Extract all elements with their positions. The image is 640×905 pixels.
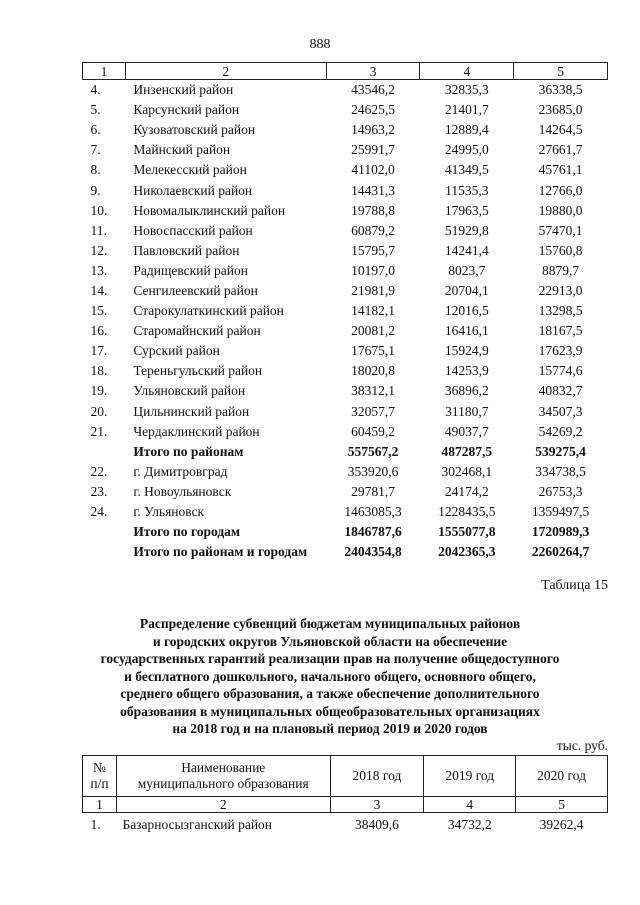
table-row — [83, 321, 608, 341]
column-index: 1 — [83, 63, 126, 80]
municipality-name: Итого по районам и городам — [133, 544, 308, 560]
row-number: 12. — [90, 242, 108, 258]
value-2019: 15924,9 — [444, 343, 489, 359]
value-2019: 16416,1 — [444, 323, 489, 339]
municipality-name: Мелекесский район — [133, 162, 247, 178]
municipality-name: Радищевский район — [133, 262, 248, 278]
row-number — [83, 442, 126, 462]
municipality-name: Цильнинский район — [133, 403, 250, 419]
total-row — [83, 542, 608, 562]
value-2020: 12766,0 — [538, 182, 583, 198]
table-title — [70, 615, 590, 738]
value-2018: 19788,8 — [351, 202, 396, 218]
value-2019: 11535,3 — [445, 182, 489, 198]
municipality-name: Старомайнский район — [133, 323, 261, 339]
value-2019: 12889,4 — [444, 122, 489, 138]
municipality-name: Ульяновский район — [133, 383, 246, 399]
row-number: 18. — [90, 363, 108, 379]
value-2018: 60879,2 — [351, 222, 396, 238]
value-2020: 36338,5 — [538, 82, 583, 98]
header-number — [83, 756, 117, 797]
table-row — [83, 361, 608, 381]
total-row — [83, 522, 608, 542]
value-2020: 13298,5 — [538, 303, 583, 319]
title-line: образования в муниципальных общеобразовательных организациях — [120, 703, 540, 719]
value-2020: 2260264,7 — [531, 544, 590, 560]
municipality-name: Итого по городам — [133, 524, 241, 540]
row-number — [83, 522, 126, 542]
value-2020: 22913,0 — [538, 282, 583, 298]
table-row — [83, 241, 608, 261]
table-header-row — [83, 756, 608, 797]
value-2020: 34507,3 — [538, 403, 583, 419]
value-2018: 14963,2 — [351, 122, 396, 138]
header-name — [116, 756, 330, 797]
value-2019: 36896,2 — [444, 383, 489, 399]
table-row — [83, 482, 608, 502]
municipality-name: Чердаклинский район — [133, 423, 260, 439]
value-2020: 23685,0 — [538, 102, 583, 118]
value-2018: 17675,1 — [351, 343, 396, 359]
column-index: 2 — [125, 63, 326, 80]
value-2019: 31180,7 — [445, 403, 489, 419]
header-name-line: Наименование — [181, 760, 266, 775]
value-2018: 38409,6 — [355, 817, 399, 832]
units-label: тыс. руб. — [556, 738, 608, 753]
row-number: 8. — [90, 162, 101, 178]
value-2020: 57470,1 — [538, 222, 583, 238]
header-number-line: п/п — [90, 776, 109, 791]
row-number — [83, 542, 126, 562]
subsidy-table-continuation — [82, 62, 608, 562]
municipality-name: Новомалыклинский район — [133, 202, 286, 218]
value-2019: 12016,5 — [444, 303, 489, 319]
value-2019: 41349,5 — [444, 162, 489, 178]
row-number: 21. — [90, 423, 108, 439]
value-2018: 557567,2 — [347, 443, 399, 459]
municipality-name: Новоспасский район — [133, 222, 253, 238]
total-row — [83, 442, 608, 462]
value-2020: 1359497,5 — [531, 504, 590, 520]
value-2020: 15774,6 — [538, 363, 583, 379]
table-row — [83, 201, 608, 221]
value-2020: 15760,8 — [538, 242, 583, 258]
value-2020: 40832,7 — [538, 383, 583, 399]
table-row — [83, 221, 608, 241]
value-2019: 51929,8 — [444, 222, 489, 238]
municipality-name: Николаевский район — [133, 182, 253, 198]
table-row — [83, 381, 608, 401]
value-2019: 14253,9 — [444, 363, 489, 379]
row-number: 1. — [90, 817, 101, 832]
value-2019: 2042365,3 — [438, 544, 496, 560]
row-number: 7. — [90, 142, 101, 158]
table-row — [83, 813, 608, 838]
row-number: 11. — [90, 222, 107, 238]
title-line: Распределение субвенций бюджетам муниципальных районов — [139, 616, 521, 631]
header-2018: 2018 год — [330, 756, 424, 797]
value-2019: 24995,0 — [444, 142, 489, 158]
value-2018: 20081,2 — [351, 323, 396, 339]
value-2020: 39262,4 — [539, 817, 584, 832]
table-label: Таблица 15 — [541, 578, 608, 593]
value-2018: 43546,2 — [351, 82, 396, 98]
value-2018: 41102,0 — [351, 162, 395, 178]
value-2019: 49037,7 — [444, 423, 489, 439]
title-line: среднего общего образования, а также обеспечение дополнительного — [120, 686, 540, 701]
table-row — [83, 341, 608, 361]
title-line: государственных гарантий реализации прав на получение общедоступного — [100, 651, 560, 666]
value-2018: 60459,2 — [351, 423, 396, 439]
row-number: 5. — [90, 102, 101, 118]
row-number: 24. — [90, 504, 108, 520]
column-index: 5 — [514, 63, 608, 80]
municipality-name: Майнский район — [133, 142, 231, 158]
row-number: 22. — [90, 463, 108, 479]
value-2018: 14182,1 — [351, 303, 396, 319]
page-number: 888 — [309, 37, 331, 52]
value-2020: 27661,7 — [538, 142, 583, 158]
municipality-name: Старокулаткинский район — [133, 303, 284, 319]
value-2018: 14431,3 — [351, 182, 396, 198]
column-index: 4 — [420, 63, 514, 80]
value-2019: 14241,4 — [444, 242, 489, 258]
value-2020: 8879,7 — [542, 262, 580, 278]
row-number: 16. — [90, 323, 108, 339]
municipality-name: Сенгилеевский район — [133, 282, 258, 298]
table-row — [83, 422, 608, 442]
row-number: 15. — [90, 303, 108, 319]
value-2019: 24174,2 — [444, 483, 489, 499]
value-2019: 487287,5 — [441, 443, 493, 459]
value-2018: 32057,7 — [351, 403, 396, 419]
column-index: 3 — [330, 797, 424, 813]
column-index: 2 — [116, 797, 330, 813]
municipality-name: г. Димитровград — [133, 463, 228, 479]
value-2020: 334738,5 — [535, 463, 586, 479]
row-number: 9. — [90, 182, 101, 198]
municipality-name: Тереньгульский район — [133, 363, 263, 379]
table-row — [83, 281, 608, 301]
value-2020: 18167,5 — [538, 323, 583, 339]
row-number: 23. — [90, 483, 108, 499]
column-index-row — [83, 63, 608, 80]
municipality-name: Базарносызганский район — [122, 817, 273, 832]
table-row — [83, 140, 608, 160]
column-index: 3 — [326, 63, 420, 80]
municipality-name: Карсунский район — [133, 102, 240, 118]
row-number: 6. — [90, 122, 101, 138]
header-name-line: муниципального образования — [137, 776, 309, 791]
table-row — [83, 120, 608, 140]
value-2019: 1555077,8 — [438, 524, 496, 540]
title-line: и городских округов Ульяновской области на обеспечение — [152, 633, 508, 649]
row-number: 20. — [90, 403, 108, 419]
municipality-name: Итого по районам — [133, 443, 244, 459]
value-2019: 302468,1 — [441, 463, 493, 479]
value-2019: 32835,3 — [444, 82, 489, 98]
value-2019: 1228435,5 — [438, 504, 496, 520]
value-2018: 29781,7 — [351, 483, 396, 499]
subsidy-table-15 — [82, 755, 608, 837]
column-index-row — [83, 797, 608, 813]
value-2018: 1463085,3 — [344, 504, 402, 520]
title-line: на 2018 год и на плановый период 2019 и 2020 годов — [172, 721, 488, 736]
header-number-line: № — [93, 760, 106, 775]
value-2018: 25991,7 — [351, 142, 396, 158]
value-2020: 539275,4 — [535, 443, 586, 459]
value-2019: 17963,5 — [444, 202, 489, 218]
row-number: 4. — [90, 82, 101, 98]
row-number: 13. — [90, 262, 108, 278]
table-row — [83, 160, 608, 180]
value-2020: 17623,9 — [538, 343, 583, 359]
value-2018: 21981,9 — [351, 282, 396, 298]
value-2019: 20704,1 — [444, 282, 489, 298]
value-2018: 38312,1 — [351, 383, 396, 399]
value-2019: 21401,7 — [444, 102, 489, 118]
column-index: 5 — [516, 797, 608, 813]
table-row — [83, 462, 608, 482]
municipality-name: Инзенский район — [133, 82, 234, 98]
value-2018: 353920,6 — [347, 463, 399, 479]
municipality-name: г. Ульяновск — [133, 504, 205, 520]
value-2020: 54269,2 — [538, 423, 583, 439]
municipality-name: г. Новоульяновск — [133, 483, 232, 499]
municipality-name: Кузоватовский район — [133, 122, 256, 138]
value-2018: 10197,0 — [351, 262, 396, 278]
row-number: 10. — [90, 202, 108, 218]
value-2020: 26753,3 — [538, 483, 583, 499]
table-row — [83, 502, 608, 522]
table-row — [83, 402, 608, 422]
value-2018: 15795,7 — [351, 242, 396, 258]
value-2019: 8023,7 — [448, 262, 486, 278]
title-line: и бесплатного дошкольного, начального общего, основного общего, — [124, 668, 536, 684]
header-2019: 2019 год — [424, 756, 516, 797]
value-2020: 45761,1 — [538, 162, 583, 178]
table-row — [83, 100, 608, 120]
value-2020: 14264,5 — [538, 122, 583, 138]
value-2018: 1846787,6 — [344, 524, 402, 540]
row-number: 19. — [90, 383, 108, 399]
value-2020: 1720989,3 — [531, 524, 590, 540]
value-2018: 2404354,8 — [344, 544, 402, 560]
municipality-name: Павловский район — [133, 242, 240, 258]
column-index: 4 — [424, 797, 516, 813]
row-number: 17. — [90, 343, 108, 359]
column-index: 1 — [83, 797, 117, 813]
row-number: 14. — [90, 282, 108, 298]
table-row — [83, 301, 608, 321]
value-2019: 34732,2 — [447, 817, 492, 832]
value-2020: 19880,0 — [538, 202, 583, 218]
table-row — [83, 180, 608, 200]
value-2018: 24625,5 — [351, 102, 396, 118]
table-row — [83, 80, 608, 101]
header-2020: 2020 год — [516, 756, 608, 797]
value-2018: 18020,8 — [351, 363, 396, 379]
table-row — [83, 261, 608, 281]
municipality-name: Сурский район — [133, 343, 220, 359]
